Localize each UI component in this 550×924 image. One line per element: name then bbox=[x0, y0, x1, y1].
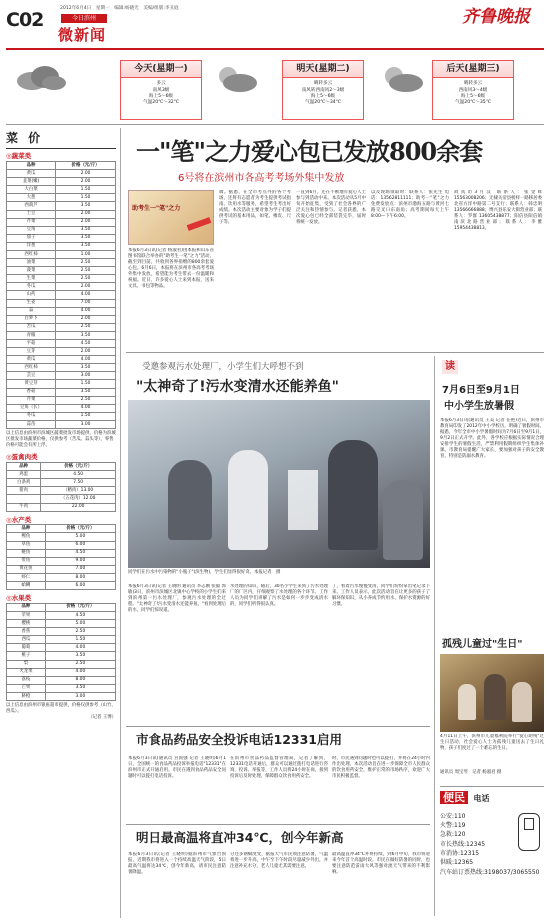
price-table-row bbox=[7, 471, 116, 479]
price-table-row bbox=[7, 364, 116, 372]
bottom-story-headline: 明日最高温将直冲34℃，创今年新高 bbox=[136, 830, 344, 845]
lead-photo-caption: 助考生一"笔"之力 bbox=[132, 205, 181, 212]
item-price: 7.00 bbox=[56, 299, 116, 307]
price-table-row bbox=[7, 565, 116, 573]
item-name: 葡萄 bbox=[7, 644, 46, 652]
fruit-price-table bbox=[6, 603, 116, 701]
price-table-row bbox=[7, 283, 116, 291]
item-name: 冬瓜 bbox=[7, 412, 56, 420]
price-table-header bbox=[7, 525, 116, 533]
weather-line: 海上5～6级 bbox=[310, 93, 336, 99]
item-name: 豆角（长） bbox=[7, 404, 56, 412]
item-price: 7.50 bbox=[41, 479, 116, 487]
price-table-row bbox=[7, 636, 116, 644]
weather-line: 西南风3～4级 bbox=[458, 87, 488, 93]
item-name: 蒜 bbox=[7, 307, 56, 315]
weather-tomorrow-title: 明天(星期二) bbox=[283, 61, 363, 78]
item-price: 2.00 bbox=[56, 315, 116, 323]
sunny-cloudy-icon bbox=[210, 64, 266, 94]
item-price: 4.00 bbox=[45, 668, 115, 676]
weather-line: 海上5～6级 bbox=[460, 93, 486, 99]
weather-line: 南风转西南风2～3级 bbox=[301, 87, 345, 93]
phone-line: 市长热线:12345 bbox=[440, 840, 486, 848]
price-table-row bbox=[7, 202, 116, 210]
item-price: 1.50 bbox=[56, 380, 116, 388]
item-price: 3.50 bbox=[56, 331, 116, 339]
price-table-row bbox=[7, 194, 116, 202]
item-price: 3.50 bbox=[45, 652, 115, 660]
item-name: 火龙果 bbox=[7, 668, 46, 676]
price-table-row bbox=[7, 396, 116, 404]
lead-col-4: 以及现场领取时：联系人：张先生 电话：13562811111；助考一"笔"之力免费发放点：滨州市渤海五路与黄河七路交叉口东南角；高考期间每天上午8:00—下午6:00。 bbox=[371, 190, 449, 220]
price-table-row bbox=[7, 495, 116, 503]
price-table-row bbox=[7, 388, 116, 396]
fruit-note: 以上信息由滨州市银座超市提供，价格仅供参考（山竹、西瓜）。 bbox=[6, 703, 116, 715]
price-table-row bbox=[7, 404, 116, 412]
weather-strip bbox=[6, 54, 544, 122]
item-price: 8.00 bbox=[45, 676, 115, 684]
price-table-row bbox=[7, 210, 116, 218]
weather-line: 气温20℃～32℃ bbox=[143, 100, 179, 106]
price-table-row bbox=[7, 684, 116, 692]
item-price: 2.00 bbox=[56, 348, 116, 356]
item-name: 黄豆芽 bbox=[7, 380, 56, 388]
weather-line: 气温20℃～34℃ bbox=[305, 100, 341, 106]
item-price: 4.00 bbox=[56, 307, 116, 315]
item-name: 鲢鱼 bbox=[7, 549, 46, 557]
item-name: 鲤鱼 bbox=[7, 533, 46, 541]
price-table-row bbox=[7, 533, 116, 541]
item-name: 大葱 bbox=[7, 194, 56, 202]
price-table-row bbox=[7, 315, 116, 323]
item-name: 黄花鱼 bbox=[7, 565, 46, 573]
lead-headline: 一"笔"之力爱心包已发放800余套 bbox=[136, 137, 483, 166]
phone-line: 市消协:12315 bbox=[440, 850, 480, 858]
weather-today-title: 今天(星期一) bbox=[121, 61, 201, 78]
item-price: 5.00 bbox=[45, 533, 115, 541]
lead-col-5: 故真访3月汉 联系人：张金辉 15563008206；无棣关帝县榜样一路移居委北省方洋中路第二号支行；联系人：韩忠明 13566666888；博兴县乐安大街营业部；联系人：罗群 13605438877；阳信县阳信镇南滨北路营业部；联系人：李雅 15954438813。 bbox=[454, 190, 542, 232]
price-table-row bbox=[7, 620, 116, 628]
item-name: 脐橙 bbox=[7, 692, 46, 700]
phone-icon bbox=[518, 813, 540, 851]
weather-line: 晴转多云 bbox=[313, 81, 333, 87]
item-price: 4.00 bbox=[56, 291, 116, 299]
price-table-row bbox=[7, 331, 116, 339]
item-price: 1.00 bbox=[56, 250, 116, 258]
item-name: 牛肉 bbox=[7, 503, 41, 511]
price-table-row bbox=[7, 487, 116, 495]
item-name: 梨 bbox=[7, 660, 46, 668]
price-title: 菜 价 bbox=[6, 130, 116, 149]
photo-story-image bbox=[128, 400, 430, 568]
item-name: 土豆 bbox=[7, 210, 56, 218]
side-news-tag: 读 bbox=[442, 360, 458, 374]
photo-story-caption: 同学们在污水中污染物的"小瓶子"(滨生物)，学生们显得很好奇。本报记者 摄 bbox=[128, 570, 281, 575]
price-table-row bbox=[7, 549, 116, 557]
price-table-row bbox=[7, 380, 116, 388]
item-name: 生菜 bbox=[7, 275, 56, 283]
item-name: 黄瓜 bbox=[7, 170, 56, 178]
price-table-row bbox=[7, 412, 116, 420]
price-column bbox=[6, 130, 116, 920]
price-table-row bbox=[7, 644, 116, 652]
item-name: 韭菜(嫩) bbox=[7, 178, 56, 186]
item-price: 1.50 bbox=[56, 194, 116, 202]
item-price: （精肉）13.00 bbox=[41, 487, 116, 495]
orphan-photo bbox=[440, 654, 544, 732]
item-name: 西红柿 bbox=[7, 250, 56, 258]
item-name: 白条鸡 bbox=[7, 479, 41, 487]
item-price: 2.50 bbox=[45, 628, 115, 636]
price-table-row bbox=[7, 250, 116, 258]
price-table-row bbox=[7, 582, 116, 590]
price-table-row bbox=[7, 307, 116, 315]
mid-story-col-2: 在滨州市食品药品监督管理局，记者了解到，12331电话开通后，群众可以通过拨打电话进行咨询、投诉、举报等，工作人员将24小时在岗，接到投诉后及时处理，保障群众饮食用药安全。 bbox=[230, 756, 328, 780]
price-table-row bbox=[7, 170, 116, 178]
item-name: 豆角 bbox=[7, 226, 56, 234]
price-table-header bbox=[7, 161, 116, 169]
item-price: 9.00 bbox=[45, 557, 115, 565]
item-price: 2.00 bbox=[56, 283, 116, 291]
price-table-row bbox=[7, 628, 116, 636]
item-price: 价格（元/斤） bbox=[41, 463, 116, 471]
phone-line: 供暖:12365 bbox=[440, 859, 474, 867]
item-name: 菠菜 bbox=[7, 267, 56, 275]
convenience-title-sub: 电话 bbox=[473, 794, 490, 803]
lead-subhead: 6号将在滨州市各高考考场外集中发放 bbox=[178, 173, 345, 184]
item-price: 2.50 bbox=[56, 259, 116, 267]
cloudy-icon bbox=[12, 62, 68, 92]
item-name: 芸豆 bbox=[7, 372, 56, 380]
price-table-row bbox=[7, 660, 116, 668]
price-table-row bbox=[7, 652, 116, 660]
photo-story-col-2: 水处理的知识，随后，30名小学生来到了污水处理厂的厂区内，仔细观察了水处理的各个环节。工作人员为同学们讲解了污水是如何一步步变成清水的，同学们听得很认真。 bbox=[230, 584, 328, 608]
fruit-reporter: （记者 王博） bbox=[88, 715, 116, 721]
section-tag: 今日滨州 bbox=[61, 14, 107, 23]
price-table-row bbox=[7, 668, 116, 676]
item-price: 3.50 bbox=[45, 684, 115, 692]
item-name: 西红柿 bbox=[7, 364, 56, 372]
item-price: 8.00 bbox=[45, 573, 115, 581]
mid-story-col-1: 本报6月3日讯(通讯员 宫国强 记者 王晓明)6月1日，全国统一的食品药品投诉举报电话"12331"在滨州市正式开通启用。市民在遇到食品药品安全问题时可以拨打电话投诉。 bbox=[128, 756, 226, 780]
item-price: 4.00 bbox=[45, 644, 115, 652]
price-table-row bbox=[7, 259, 116, 267]
orphan-photo-credit: 通讯员 周宝琴 记者 杨淑君 摄 bbox=[440, 770, 502, 775]
item-name: 平菇 bbox=[7, 340, 56, 348]
masthead-rule bbox=[6, 48, 544, 50]
side-news-body: 本报6月3日讯(通讯员 王美 记者 任艳)近日，滨州市教育局印发了2012年中小学校历，明确了暑假时间。据悉，今年全市中小学暑假时间为7月6日至9月1日，9月2日正式开学。此外，各学校应根据实际情况合理安排学生的暑假生活，严禁利用假期组织学生集体补课。市教育局提醒广大家长，要加强对孩子的安全教育，特别是防溺水教育。 bbox=[440, 418, 544, 460]
photo-story-headline: "太神奇了!污水变清水还能养鱼" bbox=[136, 379, 339, 395]
weather-line: 海上5～6级 bbox=[148, 93, 174, 99]
item-price: 2.50 bbox=[56, 275, 116, 283]
phone-line: 急救:120 bbox=[440, 831, 466, 839]
price-table-row bbox=[7, 234, 116, 242]
item-name: 山药 bbox=[7, 291, 56, 299]
item-name: 白萝卜 bbox=[7, 315, 56, 323]
photo-story-col-1: 本报6月3日讯(记者 王晓明 通讯员 李志刚 张毅 郭敏)3日，滨州市滨城区北镇中心学校的小学生们来到滨州第一污水处理厂，参观污水处理的全过程。"太神奇了!污水变清水还能养鱼。"看到处理后的水，同学们惊叹道。 bbox=[128, 584, 226, 614]
item-name: 蛤蜊 bbox=[7, 582, 46, 590]
item-name: 品种 bbox=[7, 463, 41, 471]
weather-line: 晴转多云 bbox=[463, 81, 483, 87]
pencil-icon bbox=[187, 217, 212, 231]
item-price: （五花肉）12.00 bbox=[41, 495, 116, 503]
item-name: 品种 bbox=[7, 603, 46, 611]
aqua-section-label: ◎水产类 bbox=[6, 515, 32, 524]
mid-story-headline: 市食品药品安全投诉电话12331启用 bbox=[136, 732, 342, 747]
price-table-row bbox=[7, 178, 116, 186]
lead-photo bbox=[128, 190, 214, 245]
item-name: 大白菜 bbox=[7, 186, 56, 194]
item-name: 青椒 bbox=[7, 331, 56, 339]
item-price: 1.50 bbox=[56, 186, 116, 194]
price-table-row bbox=[7, 340, 116, 348]
item-name: 草鱼 bbox=[7, 541, 46, 549]
price-table-row bbox=[7, 291, 116, 299]
item-name: 猪肉 bbox=[7, 487, 41, 495]
item-name: 品种 bbox=[7, 161, 56, 169]
price-table-row bbox=[7, 275, 116, 283]
item-name: 豆芽 bbox=[7, 348, 56, 356]
price-table-header bbox=[7, 463, 116, 471]
egg-section-label: ◎蛋禽肉类 bbox=[6, 453, 38, 462]
item-price: 价格（元/斤） bbox=[45, 525, 115, 533]
side-news-headline-2: 中小学生放暑假 bbox=[444, 401, 514, 412]
item-price: 2.00 bbox=[56, 210, 116, 218]
price-table-row bbox=[7, 676, 116, 684]
photo-story-kicker: 受邀参观污水处理厂，小学生们大呼想不到 bbox=[142, 362, 304, 372]
egg-price-table bbox=[6, 462, 116, 512]
item-price: 3.50 bbox=[56, 388, 116, 396]
item-name: 生姜 bbox=[7, 299, 56, 307]
item-name: 西葫芦 bbox=[7, 202, 56, 210]
price-table-row bbox=[7, 267, 116, 275]
price-table-row bbox=[7, 420, 116, 428]
item-name: 桃子 bbox=[7, 652, 46, 660]
phone-line: 公安:110 bbox=[440, 812, 466, 820]
item-name: 苹果 bbox=[7, 611, 46, 619]
orphan-photo-headline: 孤残儿童过"生日" bbox=[442, 639, 523, 650]
convenience-title bbox=[440, 791, 544, 806]
item-price: 4.00 bbox=[56, 404, 116, 412]
item-name: 香菇 bbox=[7, 388, 56, 396]
convenience-title-main: 便民 bbox=[440, 791, 468, 804]
photo-story-col-3: 了，看着污水慢慢变清，同学们纷纷拿出笔记录下来。工作人员表示，此次活动旨在让更多的孩子了解环保知识，从小养成节约用水、保护水资源的好习惯。 bbox=[332, 584, 430, 608]
date-line: 2012年6月4日 星期一 编辑:杨晓光 美编/组版:李丑庭 bbox=[60, 6, 179, 11]
item-name: 苦瓜 bbox=[7, 323, 56, 331]
weather-line: 多云 bbox=[156, 81, 166, 87]
page-number: C02 bbox=[6, 9, 44, 31]
item-price: 22.00 bbox=[41, 503, 116, 511]
item-name: 冬瓜 bbox=[7, 283, 56, 291]
weather-line: 气温20℃～35℃ bbox=[455, 100, 491, 106]
lead-col-1: 本报6月3日讯(记者 杨淑君)由本报和山东省图书馆联合举办的"助考生一笔"之力"活动，截至到目前，共收到各界捐赠的800余套爱心包。6月6日，本报将在滨州市各高考考场外集中发放，希望能为考生带去一份温暖和祝福。近日，许多爱心人士来到本报，送来文具、书包等物品。 bbox=[128, 248, 214, 290]
item-price: 3.50 bbox=[56, 242, 116, 250]
item-name: 西瓜 bbox=[7, 636, 46, 644]
item-name: 香蕉 bbox=[7, 628, 46, 636]
item-price: 2.50 bbox=[56, 396, 116, 404]
lead-col-2: 端。据悉，在全市考点外的各个考场，还将有志愿者为考生提供考试指南、饮用水等服务，希望考生考出好成绩。本次活动主要对象为学子们提供考试的基本用品，如笔、橡皮、尺子等。 bbox=[219, 190, 291, 226]
item-price: 2.00 bbox=[56, 170, 116, 178]
price-table-row bbox=[7, 226, 116, 234]
price-table-row bbox=[7, 611, 116, 619]
price-table-row bbox=[7, 323, 116, 331]
item-name: 蒜苗 bbox=[7, 420, 56, 428]
weather-dayafter bbox=[432, 60, 514, 120]
item-name: 带鱼 bbox=[7, 557, 46, 565]
phone-line: 汽车站订票热线:3198037/3065550 bbox=[440, 868, 540, 876]
item-name: 芒果 bbox=[7, 684, 46, 692]
price-table-row bbox=[7, 348, 116, 356]
section-name: 微新闻 bbox=[58, 26, 107, 44]
price-table-row bbox=[7, 573, 116, 581]
price-table-row bbox=[7, 218, 116, 226]
phone-line: 火警:119 bbox=[440, 822, 466, 830]
price-table-row bbox=[7, 356, 116, 364]
item-price: 4.50 bbox=[45, 611, 115, 619]
sunny-cloudy-icon bbox=[376, 64, 432, 94]
price-table-row bbox=[7, 186, 116, 194]
item-price: 4.50 bbox=[45, 549, 115, 557]
item-name: 荔枝 bbox=[7, 676, 46, 684]
item-price: 1.50 bbox=[56, 412, 116, 420]
item-price: 2.50 bbox=[45, 660, 115, 668]
price-table-row bbox=[7, 541, 116, 549]
item-name: 品种 bbox=[7, 525, 46, 533]
side-news-headline-1: 7月6日至9月1日 bbox=[442, 385, 520, 396]
price-table-row bbox=[7, 503, 116, 511]
item-price: 价格（元/斤） bbox=[56, 161, 116, 169]
item-price: 3.50 bbox=[56, 202, 116, 210]
orphan-photo-caption: 4月11日上午，滨州市儿童福利院举行"爱心助残"过生日活动，社会爱心人士为孤残儿童送去了生日礼物，孩子们度过了一个难忘的生日。 bbox=[440, 734, 544, 752]
price-table-row bbox=[7, 557, 116, 565]
item-price: 3.50 bbox=[56, 364, 116, 372]
item-price: 4.50 bbox=[56, 340, 116, 348]
item-price: 6.00 bbox=[45, 541, 115, 549]
weather-today bbox=[120, 60, 202, 120]
item-price: 7.00 bbox=[45, 565, 115, 573]
item-price: 3.50 bbox=[56, 226, 116, 234]
item-price: 4.50 bbox=[41, 471, 116, 479]
veg-note: 以上信息由滨州市滨城区蔬菜批发市场提供，价格为滨城区批发市场蔬菜价格，仅供参考（苦瓜、蒜头等），零售价格可能会有所上浮。 bbox=[6, 431, 116, 449]
item-name: 芹菜 bbox=[7, 396, 56, 404]
veg-price-table bbox=[6, 161, 116, 429]
bottom-story-col-1: 本报6月3日讯(记者 王晓明)据滨州市气象台预报，近期我市将进入一个持续高温天气阶段，5日最高气温将达34℃，创今年新高，请市民注意防暑降温。 bbox=[128, 852, 226, 876]
fruit-section-label: ◎水果类 bbox=[6, 594, 32, 603]
item-price: 3.00 bbox=[56, 420, 116, 428]
item-price: 价格（元/斤） bbox=[45, 603, 115, 611]
price-table-header bbox=[7, 603, 116, 611]
item-name: 洋葱 bbox=[7, 242, 56, 250]
item-price: 4.00 bbox=[56, 356, 116, 364]
item-price: 2.00 bbox=[56, 218, 116, 226]
price-table-row bbox=[7, 242, 116, 250]
item-name bbox=[7, 495, 41, 503]
item-name: 茄子 bbox=[7, 234, 56, 242]
item-price: 3.00 bbox=[45, 692, 115, 700]
item-price: 2.50 bbox=[56, 323, 116, 331]
item-name: 芹菜 bbox=[7, 218, 56, 226]
logo: 齐鲁晚报 bbox=[462, 7, 530, 27]
item-name: 黄瓜 bbox=[7, 356, 56, 364]
price-table-row bbox=[7, 692, 116, 700]
convenience-box bbox=[440, 786, 544, 918]
price-table-row bbox=[7, 372, 116, 380]
lead-col-3: 一直到6月，还在不断地有爱心人士参与到活动中来。本次活动从5月中旬开始征集，受到了社会各界的广泛关注和热情参与。记者获悉，本次爱心包已经全部装袋完毕，届时将统一发放。 bbox=[296, 190, 366, 226]
item-name: 油菜 bbox=[7, 259, 56, 267]
mid-story-col-3: 时，市民遇到问题时也可以拨打，并将在24小时内作出处理，本次活动旨在进一步保障全市人民群众的饮食用药安全，维护正常的市场秩序，欢迎广大市民积极监督。 bbox=[332, 756, 430, 780]
price-table-row bbox=[7, 299, 116, 307]
item-name: 虾仁 bbox=[7, 573, 46, 581]
price-table-row bbox=[7, 479, 116, 487]
item-name: 樱桃 bbox=[7, 620, 46, 628]
item-price: 1.50 bbox=[45, 636, 115, 644]
bottom-story-col-2: 分还多钢赋度变，据报天气市民须注意防暑，气温将进一步升高，中午至下午时段尽量减少外出，并注意补充水分，老人儿童尤其需要注意。 bbox=[230, 852, 328, 870]
item-price: 5.00 bbox=[45, 620, 115, 628]
bottom-story-col-3: 最高温直冲34℃并将持续，到6月中旬，我市将迎来今年首个高温时段。市民在做好防暑的同时，也要注意防范雷雨大风等强对流天气带来的不利影响。 bbox=[332, 852, 430, 876]
item-name: 鸡蛋 bbox=[7, 471, 41, 479]
item-price: 2.50 bbox=[56, 267, 116, 275]
item-price: 3.00 bbox=[56, 372, 116, 380]
weather-dayafter-title: 后天(星期三) bbox=[433, 61, 513, 78]
item-price: 3.50 bbox=[56, 234, 116, 242]
veg-section-label: ◎蔬菜类 bbox=[6, 152, 32, 161]
weather-tomorrow bbox=[282, 60, 364, 120]
item-price: 6.00 bbox=[45, 582, 115, 590]
item-price: 2.00 bbox=[56, 178, 116, 186]
aqua-price-table bbox=[6, 524, 116, 590]
weather-line: 南风3级 bbox=[152, 87, 170, 93]
